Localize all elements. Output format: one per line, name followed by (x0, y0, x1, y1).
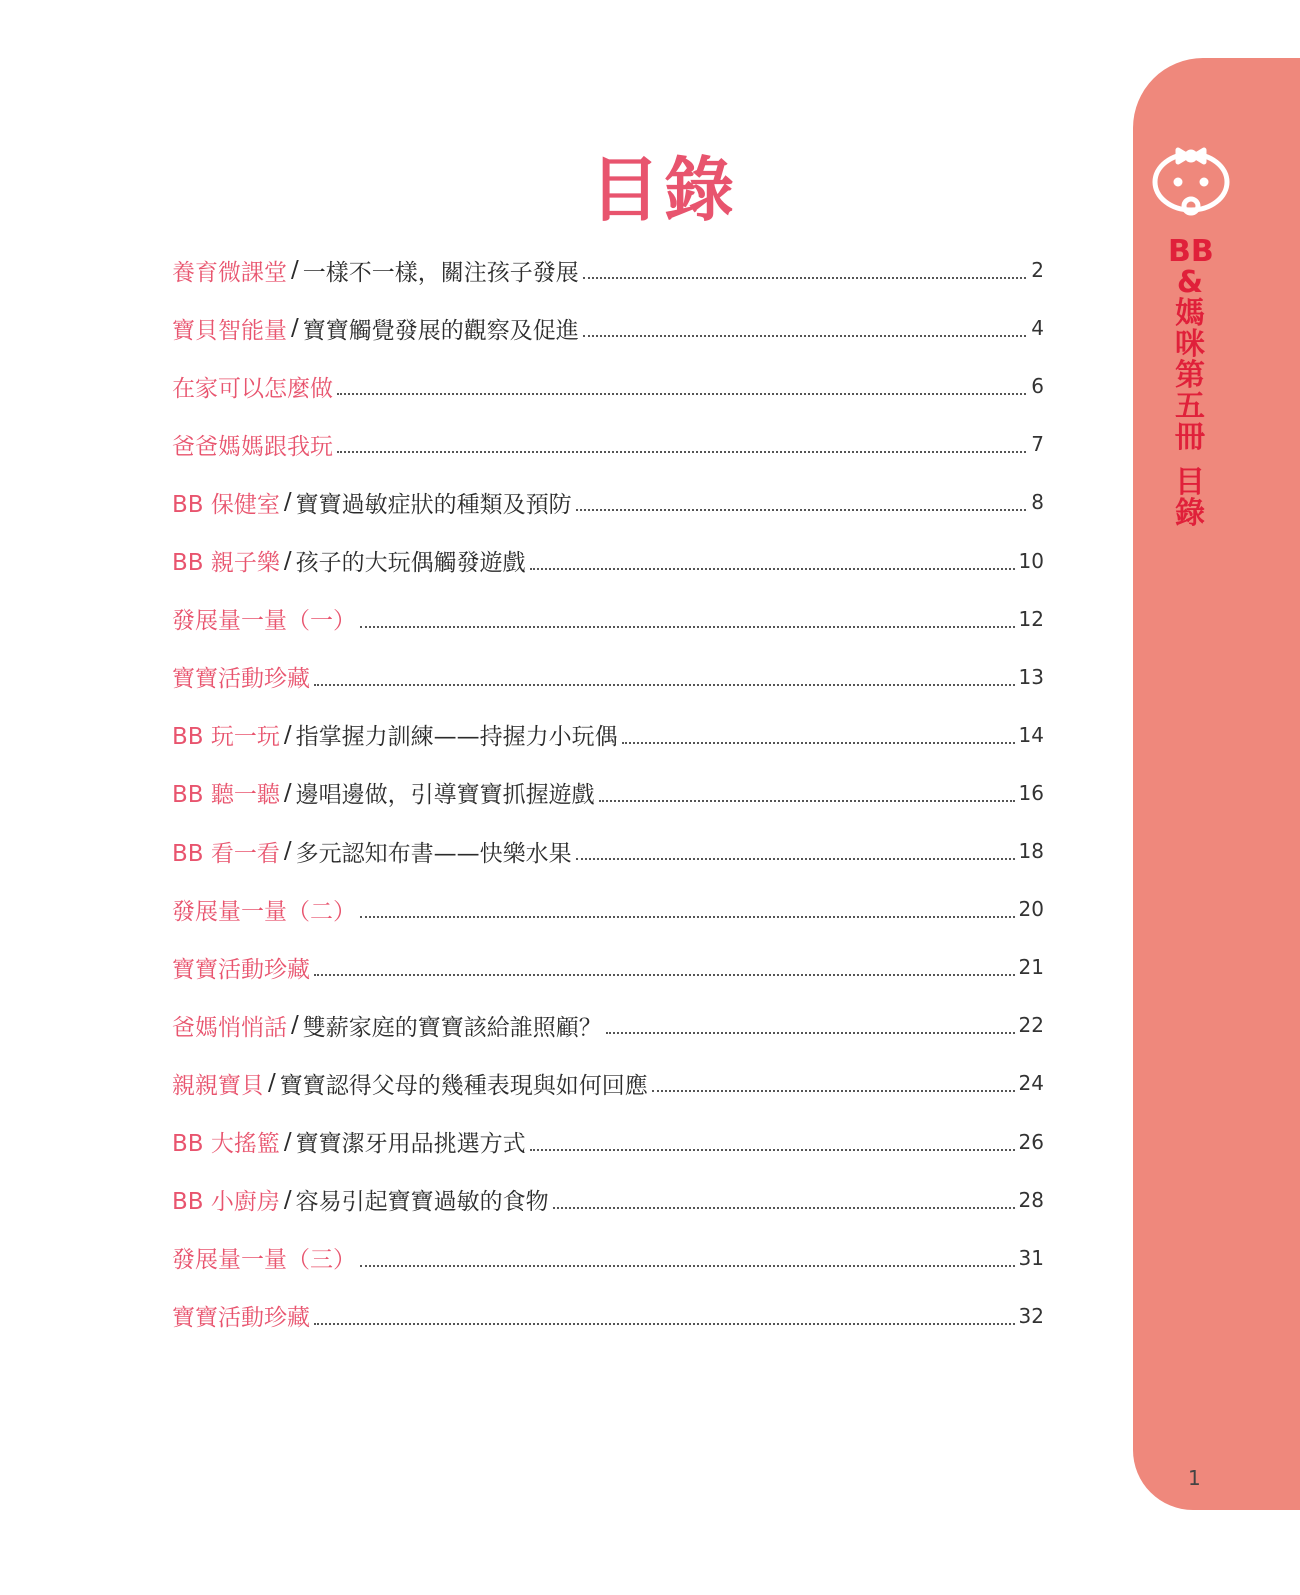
toc-entry-leader (599, 800, 1015, 802)
toc-entry-subtitle: 容易引起寶寶過敏的食物 (295, 1189, 549, 1216)
toc-entry-separator: / (283, 721, 292, 748)
toc-entry[interactable] (172, 308, 1044, 348)
toc-entry-separator: / (283, 489, 292, 516)
side-tab-line2: & (1176, 265, 1204, 300)
toc-entry[interactable] (172, 831, 1044, 871)
toc-entry-leader (576, 858, 1015, 860)
toc-entry-subtitle: 寶寶過敏症狀的種類及預防 (295, 491, 572, 518)
toc-entry-leader (314, 974, 1015, 976)
toc-entry-label: 爸爸媽媽跟我玩 (172, 433, 333, 460)
toc-entry-page: 7 (1031, 432, 1044, 457)
toc-entry-page: 2 (1031, 258, 1044, 282)
toc-entry-subtitle: 一樣不一樣，關注孩子發展 (302, 259, 579, 286)
toc-entry[interactable] (172, 424, 1044, 464)
toc-entry-page: 32 (1018, 1303, 1044, 1328)
toc-entry-subtitle: 孩子的大玩偶觸發遊戲 (295, 550, 526, 576)
toc-entry-subtitle: 寶寶潔牙用品挑選方式 (295, 1131, 526, 1157)
toc-entry-label: BB 看一看 (172, 840, 280, 867)
toc-entry-leader (652, 1090, 1015, 1092)
toc-entry-separator: / (291, 257, 299, 283)
toc-entry-leader (576, 509, 1026, 511)
toc-entry-leader (530, 1149, 1015, 1151)
toc-entry-separator: / (283, 1128, 292, 1155)
toc-entry-separator: / (283, 838, 292, 864)
toc-entry-separator: / (291, 315, 299, 342)
toc-entry-label: BB 保健室 (172, 491, 280, 518)
toc-entry[interactable] (172, 1063, 1044, 1103)
side-tab (1133, 58, 1300, 1510)
toc-entry-subtitle: 寶寶認得父母的幾種表現與如何回應 (279, 1072, 648, 1099)
toc-entry-leader (622, 742, 1015, 744)
toc-entry-subtitle: 多元認知布書——快樂水果 (295, 840, 572, 867)
toc-entry-label: BB 小廚房 (172, 1189, 280, 1216)
toc-entry-label: 親親寶貝 (172, 1072, 264, 1099)
page-title (590, 150, 760, 230)
toc-entry-label: 寶寶活動珍藏 (172, 666, 310, 693)
toc-entry-label: BB 聽一聽 (172, 782, 280, 809)
toc-entry-subtitle: 雙薪家庭的寶寶該給誰照顧？ (302, 1014, 602, 1041)
toc-entry-page: 24 (1018, 1071, 1044, 1096)
toc-entry-label: BB 親子樂 (172, 550, 280, 576)
toc-entry-label: 發展量一量（一） (172, 608, 356, 635)
side-tab-char: 冊 (1175, 420, 1205, 455)
side-tab-char: 錄 (1175, 496, 1205, 531)
toc-entry-leader (553, 1207, 1015, 1209)
toc-entry-separator: / (268, 1070, 276, 1097)
toc-entry[interactable] (172, 1005, 1044, 1045)
toc-entry[interactable] (172, 773, 1044, 813)
toc-entry[interactable] (172, 1122, 1044, 1162)
toc-entry-leader (360, 1265, 1015, 1267)
toc-entry-page: 22 (1018, 1013, 1044, 1038)
toc-entry-page: 12 (1018, 606, 1044, 631)
toc-entry-label: BB 大搖籃 (172, 1131, 280, 1157)
toc-entry-leader (337, 451, 1026, 453)
side-tab-char: 第 (1175, 358, 1205, 393)
side-tab-char: 咪 (1175, 327, 1205, 362)
toc-entry-subtitle: 邊唱邊做，引導寶寶抓握遊戲 (295, 782, 595, 809)
toc-entry-subtitle: 指掌握力訓練——持握力小玩偶 (295, 724, 618, 751)
toc-entry-page: 18 (1018, 839, 1044, 863)
toc-entry-leader (314, 684, 1015, 686)
toc-entry-separator: / (283, 1186, 292, 1213)
toc-entry-page: 20 (1018, 897, 1044, 922)
side-tab-line1: BB (1168, 234, 1214, 269)
toc-entry[interactable] (172, 1296, 1044, 1336)
toc-entry-leader (583, 335, 1026, 337)
baby-face-icon (1148, 138, 1234, 218)
toc-entry[interactable] (172, 250, 1044, 290)
toc-entry-leader (337, 393, 1026, 395)
side-tab-char: 五 (1175, 389, 1205, 424)
toc-entry-page: 31 (1018, 1245, 1044, 1270)
toc-entry-label: 在家可以怎麼做 (172, 375, 333, 402)
toc-entry-page: 26 (1018, 1129, 1044, 1154)
toc-entry-separator: / (283, 547, 292, 574)
toc-entry[interactable] (172, 715, 1044, 755)
toc-entry-subtitle: 寶寶觸覺發展的觀察及促進 (302, 317, 579, 344)
toc-entry[interactable] (172, 889, 1044, 929)
toc-entry-label: BB 玩一玩 (172, 724, 280, 751)
toc-entry[interactable] (172, 366, 1044, 406)
page-number: 1 (1188, 1466, 1201, 1490)
toc-entry-leader (360, 916, 1015, 918)
side-tab-char: 媽 (1175, 296, 1205, 331)
toc-entry[interactable] (172, 657, 1044, 697)
toc-entry-page: 4 (1031, 316, 1044, 341)
toc-entry-page: 6 (1031, 374, 1044, 399)
side-tab-char: 目 (1175, 465, 1205, 500)
toc-entry[interactable] (172, 1180, 1044, 1220)
toc-entry-page: 14 (1018, 722, 1044, 747)
toc-entry-leader (606, 1032, 1015, 1034)
toc-entry-leader (530, 568, 1015, 570)
toc-entry-separator: / (291, 1012, 299, 1039)
toc-entry-page: 10 (1018, 548, 1044, 573)
toc-entry-label: 寶寶活動珍藏 (172, 956, 310, 983)
toc-entry-label: 發展量一量（三） (172, 1247, 356, 1274)
toc-entry-page: 28 (1018, 1187, 1044, 1212)
toc-entry-label: 爸媽悄悄話 (172, 1014, 287, 1041)
toc-entry-leader (360, 626, 1015, 628)
toc-entry[interactable] (172, 947, 1044, 987)
toc-entry-label: 寶貝智能量 (172, 317, 287, 344)
toc-entry-leader (583, 277, 1026, 279)
toc-entry-label: 寶寶活動珍藏 (172, 1305, 310, 1332)
toc-entry-page: 8 (1031, 490, 1044, 515)
toc-entry[interactable] (172, 1238, 1044, 1278)
toc-entry[interactable] (172, 541, 1044, 581)
toc-entry-page: 13 (1018, 664, 1044, 689)
toc-entry-label: 養育微課堂 (172, 259, 287, 286)
toc-entry-page: 21 (1018, 955, 1044, 980)
toc-entry-leader (314, 1323, 1015, 1325)
toc-entry-page: 16 (1018, 780, 1044, 805)
toc-entry[interactable] (172, 482, 1044, 522)
side-tab-label (1168, 236, 1212, 529)
toc-entry-label: 發展量一量（二） (172, 898, 356, 925)
toc-entry-separator: / (283, 779, 292, 806)
page-title-text: 目錄 (590, 149, 738, 231)
toc-entry[interactable] (172, 599, 1044, 639)
